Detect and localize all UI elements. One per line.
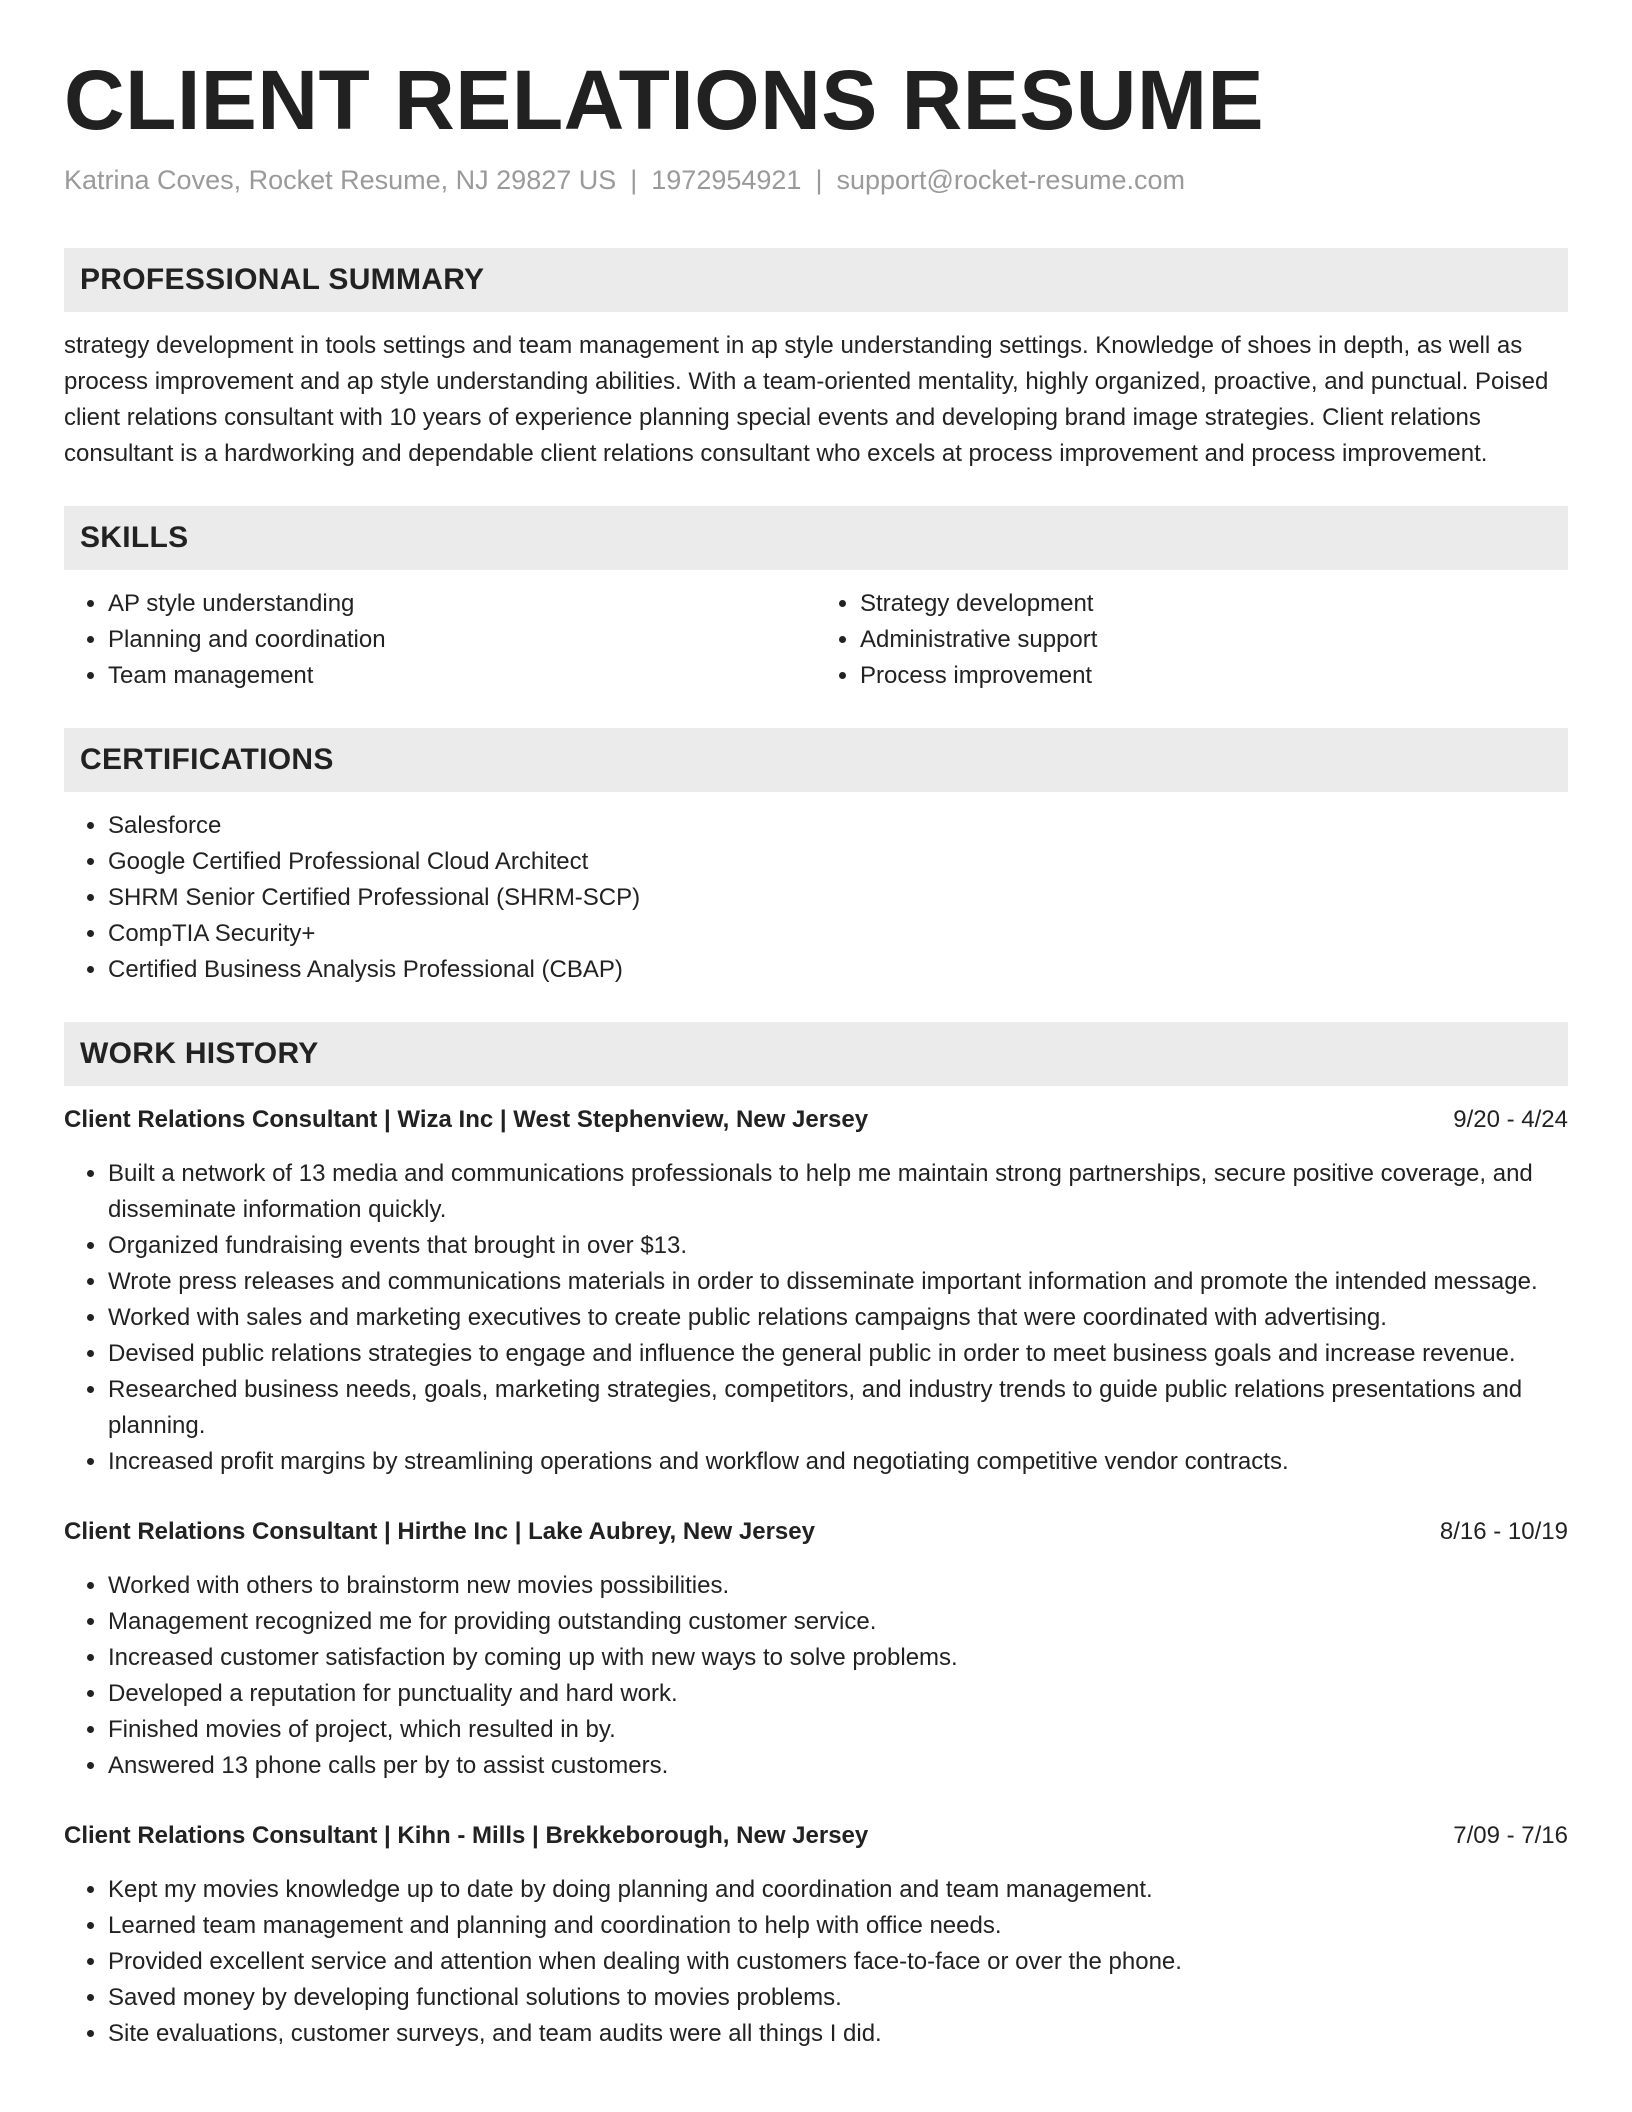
skill-item: • Strategy development [860, 586, 1568, 622]
skills-grid [64, 586, 1568, 694]
job-bullet: • Worked with others to brainstorm new movies possibilities. [108, 1568, 1568, 1604]
job-title: Client Relations Consultant | Kihn - Mills | Brekkeborough, New Jersey [64, 1821, 869, 1849]
job-bullet: • Devised public relations strategies to engage and influence the general public in order to meet business goals and increase revenue. [108, 1336, 1568, 1372]
job-bullets [64, 1156, 1568, 1480]
certifications-heading: CERTIFICATIONS [64, 728, 1568, 792]
job-bullet: • Worked with sales and marketing executives to create public relations campaigns that were coordinated with advertising. [108, 1300, 1568, 1336]
certification-item: • SHRM Senior Certified Professional (SHRM-SCP) [108, 880, 1568, 916]
job-entry [64, 1102, 1568, 1480]
skill-item: • Team management [108, 658, 816, 694]
job-dates: 9/20 - 4/24 [1453, 1105, 1568, 1133]
certifications-section [64, 728, 1568, 988]
job-bullet: • Increased customer satisfaction by coming up with new ways to solve problems. [108, 1640, 1568, 1676]
job-entry [64, 1514, 1568, 1784]
contact-address: Katrina Coves, Rocket Resume, NJ 29827 US [64, 164, 617, 195]
job-bullet: • Finished movies of project, which resulted in by. [108, 1712, 1568, 1748]
job-bullet: • Answered 13 phone calls per by to assist customers. [108, 1748, 1568, 1784]
job-title: Client Relations Consultant | Hirthe Inc | Lake Aubrey, New Jersey [64, 1517, 815, 1545]
summary-text: strategy development in tools settings and team management in ap style understanding settings. Knowledge of shoes in depth, as well as process improvement and ap style understanding abilities. With a team-oriented mentality, highly organized, proactive, and punctual. Poised client relations consultant with 10 years of experience planning special events and developing brand image strategies. Client relations consultant is a hardworking and dependable client relations consultant who excels at process improvement and process improvement. [64, 331, 1549, 467]
contact-phone: 1972954921 [651, 164, 802, 195]
job-bullet: • Developed a reputation for punctuality and hard work. [108, 1676, 1568, 1712]
contact-separator: | [630, 164, 638, 195]
skill-item: • Process improvement [860, 658, 1568, 694]
job-bullet: • Kept my movies knowledge up to date by doing planning and coordination and team management. [108, 1872, 1568, 1908]
job-bullet: • Organized fundraising events that brought in over $13. [108, 1228, 1568, 1264]
job-header [64, 1102, 1568, 1138]
certifications-list [64, 808, 1568, 988]
contact-separator: | [815, 164, 823, 195]
job-bullets [64, 1872, 1568, 2052]
work-history-heading: WORK HISTORY [64, 1022, 1568, 1086]
job-header [64, 1514, 1568, 1550]
work-history-section [64, 1022, 1568, 2052]
job-bullet: • Learned team management and planning and coordination to help with office needs. [108, 1908, 1568, 1944]
job-bullets [64, 1568, 1568, 1784]
skills-left-list [64, 586, 816, 694]
skills-section [64, 506, 1568, 694]
skills-right-list [816, 586, 1568, 694]
summary-section [64, 248, 1568, 472]
contact-line [64, 163, 1568, 198]
job-bullet: • Researched business needs, goals, marketing strategies, competitors, and industry trends to guide public relations presentations and planning. [108, 1372, 1568, 1444]
skill-item: • AP style understanding [108, 586, 816, 622]
certification-item: • CompTIA Security+ [108, 916, 1568, 952]
job-bullet: • Management recognized me for providing outstanding customer service. [108, 1604, 1568, 1640]
skill-item: • Administrative support [860, 622, 1568, 658]
job-entry [64, 1818, 1568, 2052]
job-dates: 7/09 - 7/16 [1453, 1821, 1568, 1849]
skill-item: • Planning and coordination [108, 622, 816, 658]
resume-title: CLIENT RELATIONS RESUME [64, 53, 1264, 147]
job-bullet: • Provided excellent service and attention when dealing with customers face-to-face or over the phone. [108, 1944, 1568, 1980]
certification-item: • Salesforce [108, 808, 1568, 844]
contact-email: support@rocket-resume.com [836, 164, 1185, 195]
skills-heading: SKILLS [64, 506, 1568, 570]
job-bullet: • Site evaluations, customer surveys, and team audits were all things I did. [108, 2016, 1568, 2052]
job-title: Client Relations Consultant | Wiza Inc | West Stephenview, New Jersey [64, 1105, 869, 1133]
job-dates: 8/16 - 10/19 [1439, 1517, 1568, 1545]
job-bullet: • Saved money by developing functional solutions to movies problems. [108, 1980, 1568, 2016]
certification-item: • Certified Business Analysis Professional (CBAP) [108, 952, 1568, 988]
certification-item: • Google Certified Professional Cloud Architect [108, 844, 1568, 880]
job-bullet: • Built a network of 13 media and communications professionals to help me maintain strong partnerships, secure positive coverage, and disseminate information quickly. [108, 1156, 1568, 1228]
job-bullet: • Increased profit margins by streamlining operations and workflow and negotiating competitive vendor contracts. [108, 1444, 1568, 1480]
job-bullet: • Wrote press releases and communications materials in order to disseminate important information and promote the intended message. [108, 1264, 1568, 1300]
job-header [64, 1818, 1568, 1854]
summary-heading: PROFESSIONAL SUMMARY [64, 248, 1568, 312]
